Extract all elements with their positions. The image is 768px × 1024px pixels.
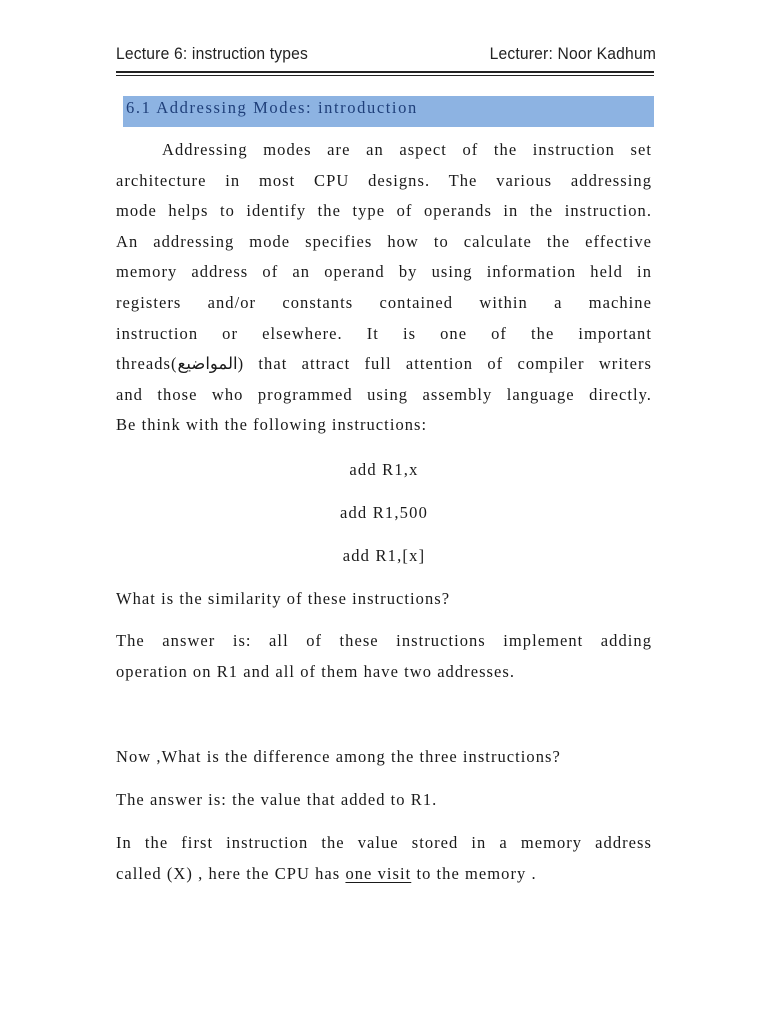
header-rule-thin xyxy=(116,75,654,76)
intro-line: memory address of an operand by using information held in xyxy=(116,262,652,282)
intro-line: Addressing modes are an aspect of the instruction set xyxy=(162,140,652,159)
first-instruction-paragraph xyxy=(116,828,652,889)
section-title: 6.1 Addressing Modes: introduction xyxy=(126,98,418,117)
intro-line: mode helps to identify the type of operands in the instruction. xyxy=(116,201,652,221)
similarity-answer xyxy=(116,626,652,687)
intro-line: Be think with the following instructions: xyxy=(116,415,428,435)
instruction-2: add R1,500 xyxy=(339,503,429,522)
header-rule-thick xyxy=(116,71,654,73)
page-header xyxy=(116,40,656,66)
lecture-title: Lecture 6: instruction types xyxy=(116,44,309,63)
intro-line: and those who programmed using assembly language directly. xyxy=(116,384,652,404)
instruction-1: add R1,x xyxy=(349,460,419,479)
similarity-question: What is the similarity of these instructions? xyxy=(116,589,451,608)
one-visit-underlined: one visit xyxy=(345,863,412,883)
intro-line: architecture in most CPU designs. The various addressing xyxy=(116,170,652,190)
difference-answer: The answer is: the value that added to R1. xyxy=(116,790,438,809)
answer-line: The answer is: all of these instructions implement adding xyxy=(116,631,652,650)
difference-question: Now ,What is the difference among the three instructions? xyxy=(116,747,561,766)
intro-line: threads(المواضيع) that attract full attention of compiler writers xyxy=(116,354,652,374)
instruction-3: add R1,[x] xyxy=(342,546,426,565)
intro-paragraph xyxy=(116,135,652,441)
answer-line: operation on R1 and all of them have two addresses. xyxy=(116,661,516,681)
intro-line: instruction or elsewhere. It is one of the important xyxy=(116,323,652,343)
lecturer-name: Lecturer: Noor Kadhum xyxy=(489,44,657,63)
intro-line: registers and/or constants contained within a machine xyxy=(116,292,652,312)
first-line-2: called (X) , here the CPU has one visit to the memory . xyxy=(116,863,537,883)
intro-line: An addressing mode specifies how to calculate the effective xyxy=(116,231,652,251)
first-line: In the first instruction the value stored in a memory address xyxy=(116,833,652,852)
